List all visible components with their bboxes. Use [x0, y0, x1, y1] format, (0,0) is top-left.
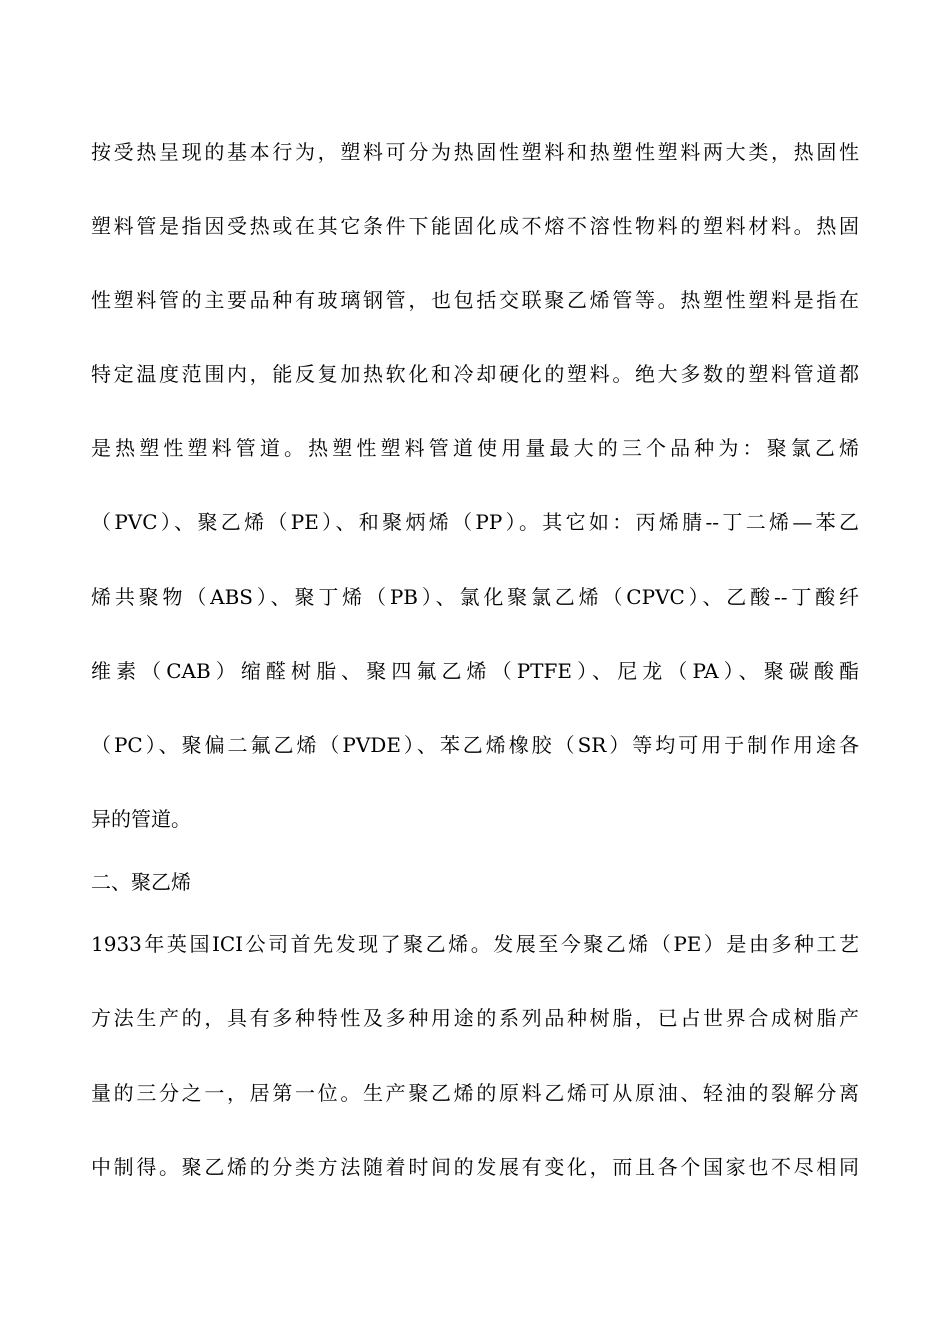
- paragraph-line: 按受热呈现的基本行为，塑料可分为热固性塑料和热塑性塑料两大类，热固性: [91, 140, 859, 164]
- paragraph-line: 量的三分之一，居第一位。生产聚乙烯的原料乙烯可从原油、轻油的裂解分离: [91, 1081, 859, 1105]
- paragraph-line: 特定温度范围内，能反复加热软化和冷却硬化的塑料。绝大多数的塑料管道都: [91, 362, 859, 386]
- section-heading: 二、聚乙烯: [91, 870, 191, 894]
- paragraph-line: 维素（CAB）缩醛树脂、聚四氟乙烯（PTFE）、尼龙（PA）、聚碳酸酯: [91, 659, 859, 683]
- paragraph-line: 异的管道。: [91, 807, 191, 831]
- paragraph-line: （PVC）、聚乙烯（PE）、和聚炳烯（PP）。其它如：丙烯腈--丁二烯—苯乙: [91, 510, 859, 534]
- paragraph-line: 方法生产的，具有多种特性及多种用途的系列品种树脂，已占世界合成树脂产: [91, 1006, 859, 1030]
- paragraph-line: 塑料管是指因受热或在其它条件下能固化成不熔不溶性物料的塑料材料。热固: [91, 214, 859, 238]
- paragraph-line: 中制得。聚乙烯的分类方法随着时间的发展有变化，而且各个国家也不尽相同: [91, 1155, 859, 1179]
- paragraph-line: 1933年英国ICI公司首先发现了聚乙烯。发展至今聚乙烯（PE）是由多种工艺: [91, 932, 859, 956]
- paragraph-line: 烯共聚物（ABS）、聚丁烯（PB）、氯化聚氯乙烯（CPVC）、乙酸--丁酸纤: [91, 585, 859, 609]
- paragraph-line: 性塑料管的主要品种有玻璃钢管，也包括交联聚乙烯管等。热塑性塑料是指在: [91, 288, 859, 312]
- paragraph-line: （PC）、聚偏二氟乙烯（PVDE）、苯乙烯橡胶（SR）等均可用于制作用途各: [91, 733, 859, 757]
- paragraph-line: 是热塑性塑料管道。热塑性塑料管道使用量最大的三个品种为：聚氯乙烯: [91, 436, 859, 460]
